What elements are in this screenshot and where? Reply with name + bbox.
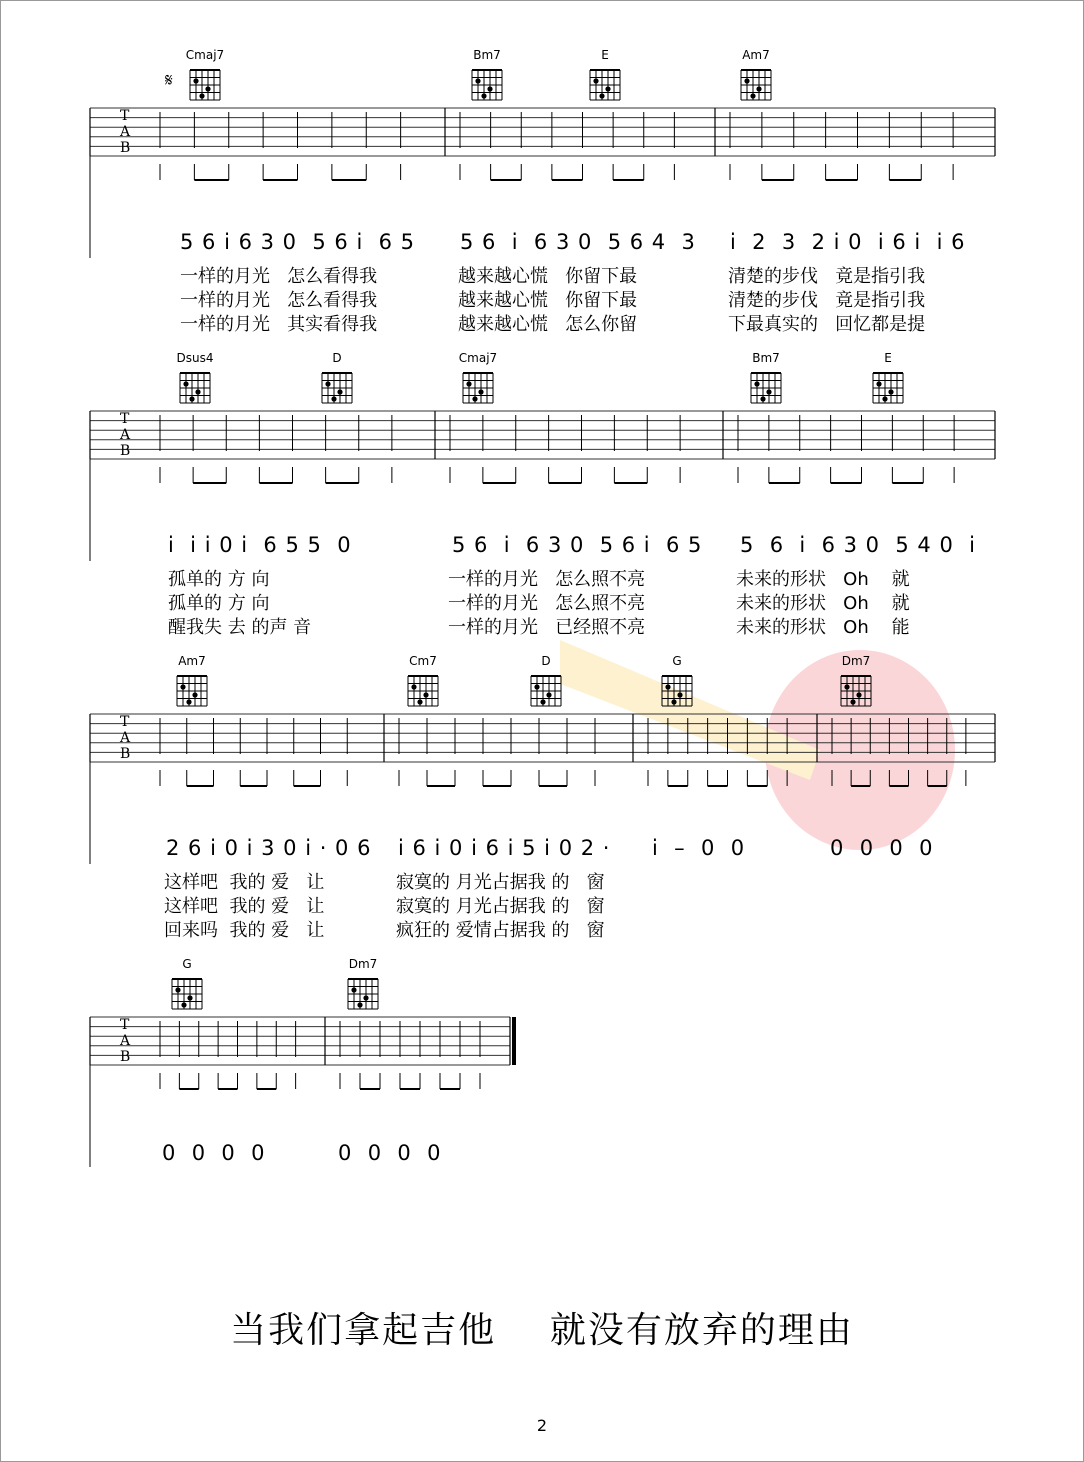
svg-text:B: B [120, 443, 131, 459]
lyric-line: 越来越心慌 你留下最 [458, 266, 638, 287]
notation-measure: 5 6 i 6 3 0 5 6 4 3 [460, 230, 696, 254]
page-number: 2 [536, 1416, 548, 1435]
lyric-line: 下最真实的 回忆都是提 [728, 314, 926, 335]
lyric-line: 这样吧 我的 爱 让 [164, 872, 325, 893]
lyric-line: 一样的月光 怎么照不亮 [448, 593, 646, 614]
chord-name: D [541, 654, 551, 668]
tab-staff [90, 646, 996, 866]
lyric-line: 一样的月光 怎么看得我 [180, 290, 378, 311]
svg-text:A: A [120, 427, 131, 443]
lyric-line: 醒我失 去 的声 音 [168, 617, 312, 638]
lyric-line: 孤单的 方 向 [168, 593, 270, 614]
lyric-line: 这样吧 我的 爱 让 [164, 896, 325, 917]
lyric-line: 一样的月光 怎么看得我 [180, 266, 378, 287]
notation-measure: 5 6 i 6 3 0 5 6 i 6 5 [180, 230, 416, 254]
lyric-line: 清楚的步伐 竟是指引我 [728, 266, 926, 287]
svg-text:B: B [120, 1049, 131, 1065]
lyric-line: 越来越心慌 怎么你留 [458, 314, 638, 335]
slogan-text: 当我们拿起吉他 就没有放弃的理由 [230, 1310, 854, 1351]
chord-name: Cm7 [409, 654, 437, 668]
lyric-line: 一样的月光 怎么照不亮 [448, 569, 646, 590]
svg-text:T: T [120, 411, 130, 427]
chord-name: Cmaj7 [458, 351, 498, 365]
svg-text:T: T [120, 108, 130, 124]
chord-name: Cmaj7 [185, 48, 225, 62]
tab-staff [90, 40, 996, 260]
lyric-line: 孤单的 方 向 [168, 569, 270, 590]
system-4 [90, 949, 520, 1249]
chord-name: D [332, 351, 342, 365]
lyric-line: 寂寞的 月光占据我 的 窗 [396, 896, 605, 917]
lyric-line: 寂寞的 月光占据我 的 窗 [396, 872, 605, 893]
lyric-line: 一样的月光 已经照不亮 [448, 617, 646, 638]
lyric-line: 清楚的步伐 竟是指引我 [728, 290, 926, 311]
chord-name: G [182, 957, 192, 971]
chord-name: Dm7 [348, 957, 378, 971]
svg-text:T: T [120, 714, 130, 730]
chord-name: E [601, 48, 609, 62]
notation-measure: i 2 3 2 i 0 i 6 i i 6 [730, 230, 966, 254]
chord-name: Dsus4 [176, 351, 214, 365]
notation-measure: 2 6 i 0 i 3 0 i · 0 6 [166, 836, 372, 860]
svg-text:B: B [120, 746, 131, 762]
system-2 [90, 343, 996, 643]
notation-measure: i 6 i 0 i 6 i 5 i 0 2 · [398, 836, 611, 860]
notation-measure: 0 0 0 0 [830, 836, 934, 860]
chord-name: Am7 [178, 654, 206, 668]
tab-staff [90, 343, 996, 563]
system-1 [90, 40, 996, 340]
chord-name: G [672, 654, 682, 668]
notation-measure: 0 0 0 0 [162, 1141, 266, 1165]
notation-measure: 5 6 i 6 3 0 5 6 i 6 5 [452, 533, 703, 557]
lyric-line: 未来的形状 Oh 能 [736, 617, 910, 638]
chord-name: Bm7 [752, 351, 780, 365]
chord-name: Am7 [742, 48, 770, 62]
svg-text:T: T [120, 1017, 130, 1033]
tab-lines [90, 1017, 514, 1167]
chord-name: E [884, 351, 892, 365]
chord-name: Bm7 [473, 48, 501, 62]
lyric-line: 越来越心慌 你留下最 [458, 290, 638, 311]
lyric-line: 疯狂的 爱情占据我 的 窗 [396, 920, 605, 941]
system-3 [90, 646, 996, 946]
lyric-line: 一样的月光 其实看得我 [180, 314, 378, 335]
notation-measure: i – 0 0 [652, 836, 746, 860]
svg-text:B: B [120, 140, 131, 156]
notation-measure: 0 0 0 0 [338, 1141, 442, 1165]
lyric-line: 回来吗 我的 爱 让 [164, 920, 325, 941]
svg-text:A: A [120, 730, 131, 746]
lyric-line: 未来的形状 Oh 就 [736, 593, 910, 614]
svg-text:A: A [120, 124, 131, 140]
lyric-line: 未来的形状 Oh 就 [736, 569, 910, 590]
segno-sign: 𝄋 [165, 70, 174, 91]
notation-measure: 5 6 i 6 3 0 5 4 0 i [740, 533, 977, 557]
notation-measure: i i i 0 i 6 5 5 0 [168, 533, 352, 557]
tab-staff [90, 949, 520, 1169]
chord-name: Dm7 [841, 654, 871, 668]
svg-text:A: A [120, 1033, 131, 1049]
